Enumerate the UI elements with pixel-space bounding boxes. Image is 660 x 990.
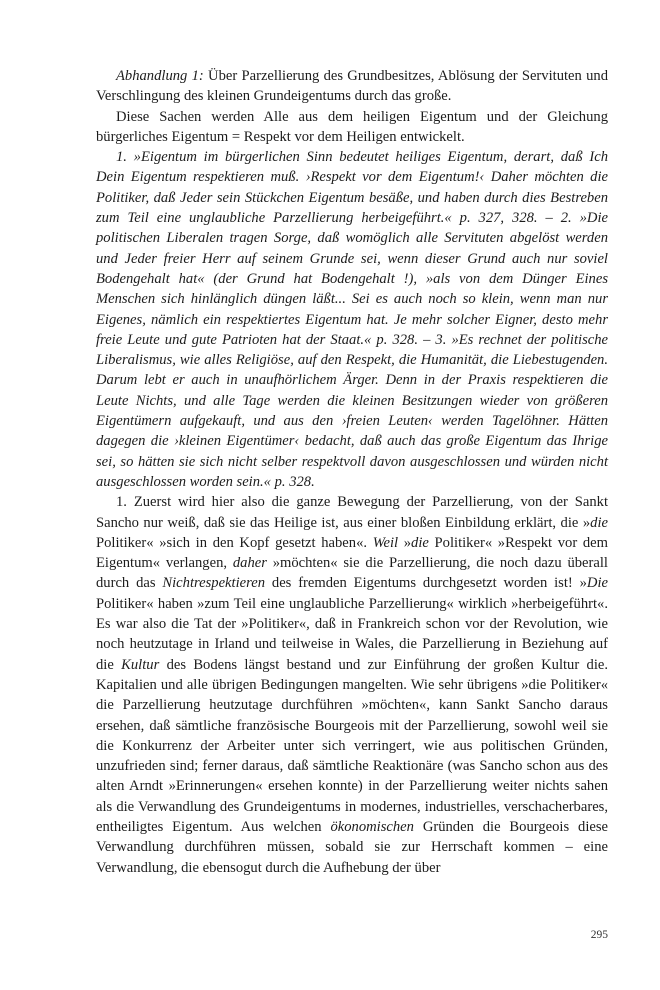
text-run: Die	[586, 575, 608, 592]
text-run: ökonomischen	[330, 818, 414, 835]
text-run: Kultur	[121, 656, 160, 673]
text-run: Nichtrespektieren	[162, 575, 266, 592]
text-run: die	[411, 534, 429, 551]
body-text	[96, 66, 608, 878]
text-run: Weil	[372, 534, 399, 551]
text-run: Politiker« »Respekt vor dem Eigentum« verlangen,	[96, 534, 608, 572]
paragraph-commentary	[96, 492, 608, 878]
text-run: daher	[232, 555, 267, 572]
paragraph-quotes	[96, 147, 608, 492]
page-number: 295	[590, 929, 608, 941]
text-run: Gründen die Bourgeois diese Verwandlung durchführen müssen, sobald sie zur Herrschaft kommen – eine Verwandlung, die ebensogut durch die Aufhebung der über	[96, 818, 609, 876]
text-run: Über Parzellierung des Grundbesitzes, Ablösung der Servituten und Verschlingung des kleinen Grundeigentums durch das große.	[96, 68, 608, 105]
paragraph-abhandlung	[96, 66, 608, 107]
text-run: die	[590, 514, 608, 531]
text-run: des Bodens längst bestand und zur Einführung der großen Kultur die. Kapitalien und alle übrigen Bedingungen mangelten. Wie sehr übrigens »die Politiker« die Parzellierung heutzutage durchführen »möchten«, kann Sankt Sancho daraus ersehen, daß sämtliche französische Bourgeois mit der Parzellierung, sowohl weil sie die Konkurrenz der Arbeiter unter sich verringert, wie aus politischen Gründen, unzufrieden sind; ferner daraus, daß sämtliche Reaktionäre (was Sancho schon aus des alten Arndt »Erinnerungen« ersehen konnte) in der Parzellierung weiter nichts sahen als die Verwandlung des Grundeigentums in modernes, industrielles, verschacherbares, entheiligtes Eigentum. Aus welchen	[96, 656, 608, 835]
paragraph-intro	[96, 107, 608, 148]
text-run: Politiker« »sich in den Kopf gesetzt haben«.	[96, 534, 373, 551]
text-run: des fremden Eigentums durchgesetzt worden ist! »	[265, 575, 587, 592]
text-run: Diese Sachen werden Alle aus dem heiligen Eigentum und der Gleichung bürgerliches Eigentum = Respekt vor dem Heiligen entwickelt.	[96, 108, 608, 145]
text-run: »möchten« sie die Parzellierung, die noch dazu überall durch das	[96, 555, 608, 592]
text-run: Abhandlung 1:	[116, 68, 204, 84]
text-run: 1. Zuerst wird hier also die ganze Bewegung der Parzellierung, von der Sankt Sancho nur weiß, daß sie das Heilige ist, aus einer bloßen Einbildung erklärt, die »	[96, 494, 608, 531]
text-run: 1. »Eigentum im bürgerlichen Sinn bedeutet heiliges Eigentum, derart, daß Ich Dein Eigentum respektieren muß. ›Respekt vor dem Eigentum!‹ Daher möchten die Politiker, daß Jeder sein Stückchen Eigentum besäße, und haben durch dies Bestreben zum Teil eine unglaubliche Parzellierung herbeigeführt.« p. 327, 328. – 2. »Die politischen Liberalen tragen Sorge, daß womöglich alle Servituten abgelöst werden und Jeder freier Herr auf seinem Grunde sei, wenn dieser Grund auch nur soviel Bodengehalt hat« (der Grund hat Bodengehalt !), »als von dem Dünger Eines Menschen sich hinlänglich düngen läßt... Sei es auch noch so klein, wenn man nur Eigenes, nämlich ein respektiertes Eigentum hat. Je mehr solcher Eigner, desto mehr freie Leute und gute Patrioten hat der Staat.« p. 328. – 3. »Es rechnet der politische Liberalismus, wie alles Religiöse, auf den Respekt, die Humanität, die Liebestugenden. Darum lebt er auch in unaufhörlichem Ärger. Denn in der Praxis respektieren die Leute Nichts, und alle Tage werden die kleinen Besitzungen wieder von größeren Eigentümern aufgekauft, und aus den ›freien Leuten‹ werden Tagelöhner. Hätten dagegen die ›kleinen Eigentümer‹ bedacht, daß auch das große Eigentum das Ihrige sei, so hätten sie sich nicht selber respektvoll davon ausgeschlossen und würden nicht ausgeschlossen worden sein.« p. 328.	[96, 149, 608, 490]
text-run: »	[398, 534, 412, 551]
text-run: Politiker« haben »zum Teil eine unglaubliche Parzellierung« wirklich »herbeigeführt«. Es war also die Tat der »Politiker«, daß in Frankreich schon vor der Revolution, wie noch heutzutage in Irland und teilweise in Wales, die Parzellierung in Beziehung auf die	[96, 595, 608, 673]
